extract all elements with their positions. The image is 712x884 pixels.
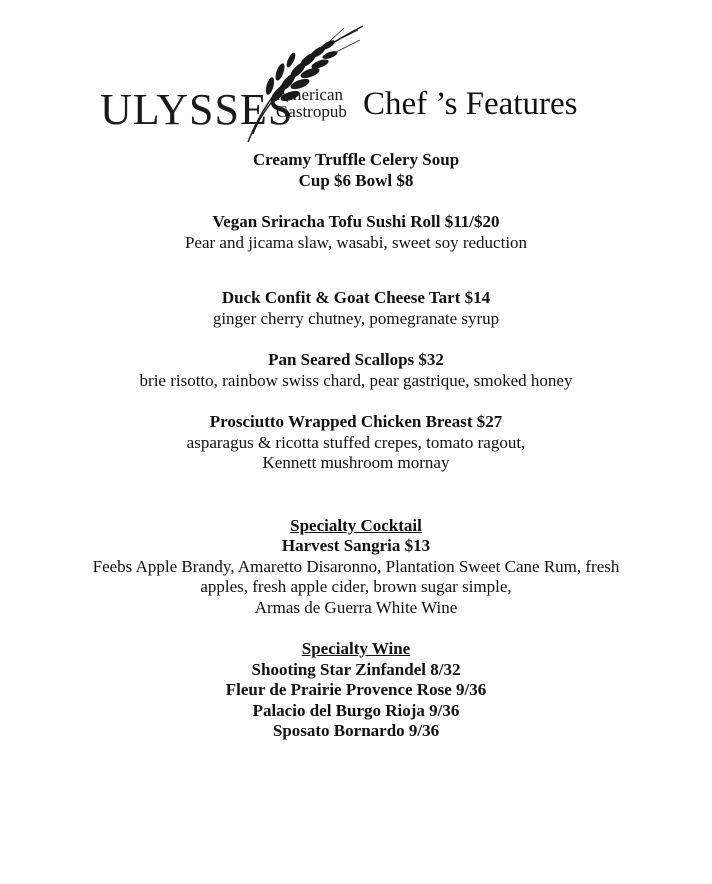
item-sushi-desc: Pear and jicama slaw, wasabi, sweet soy reduction	[184, 232, 528, 252]
wine-item: Fleur de Prairie Provence Rose 9/36	[225, 680, 487, 699]
logo-subtitle-line1: American	[276, 85, 344, 104]
item-soup-name: Creamy Truffle Celery Soup	[252, 150, 460, 169]
item-tart-desc: ginger cherry chutney, pomegranate syrup	[212, 308, 500, 328]
cocktail-desc-2: apples, fresh apple cider, brown sugar simple,	[200, 577, 512, 596]
menu-list	[0, 150, 712, 742]
page-title: Chef ’s Features	[363, 86, 578, 122]
item-scallops-name: Pan Seared Scallops $32	[268, 350, 444, 369]
wine-item: Shooting Star Zinfandel 8/32	[251, 659, 461, 679]
logo-wordmark: ULYSSES	[100, 85, 294, 134]
item-tart-name: Duck Confit & Goat Cheese Tart $14	[221, 288, 491, 307]
item-chicken-name: Prosciutto Wrapped Chicken Breast $27	[209, 412, 503, 431]
item-scallops-desc: brie risotto, rainbow swiss chard, pear gastrique, smoked honey	[139, 370, 573, 390]
item-chicken-desc-1: asparagus & ricotta stuffed crepes, tomato ragout,	[186, 432, 526, 452]
cocktail-desc-1: Feebs Apple Brandy, Amaretto Disaronno, Plantation Sweet Cane Rum, fresh	[92, 556, 620, 576]
wine-item: Sposato Bornardo 9/36	[272, 721, 440, 740]
item-soup-price: Cup $6 Bowl $8	[298, 170, 414, 190]
logo-subtitle-line2: Gastropub	[276, 102, 347, 121]
cocktail-desc-3: Armas de Guerra White Wine	[254, 597, 458, 617]
logo-subtitle	[276, 86, 347, 120]
item-chicken-desc-2: Kennett mushroom mornay	[262, 453, 450, 472]
cocktail-name: Harvest Sangria $13	[281, 536, 431, 555]
header	[100, 12, 620, 142]
cocktail-heading: Specialty Cocktail	[290, 515, 422, 535]
item-sushi-name: Vegan Sriracha Tofu Sushi Roll $11/$20	[212, 212, 500, 231]
wine-item: Palacio del Burgo Rioja 9/36	[252, 700, 460, 720]
wine-heading: Specialty Wine	[301, 639, 411, 658]
